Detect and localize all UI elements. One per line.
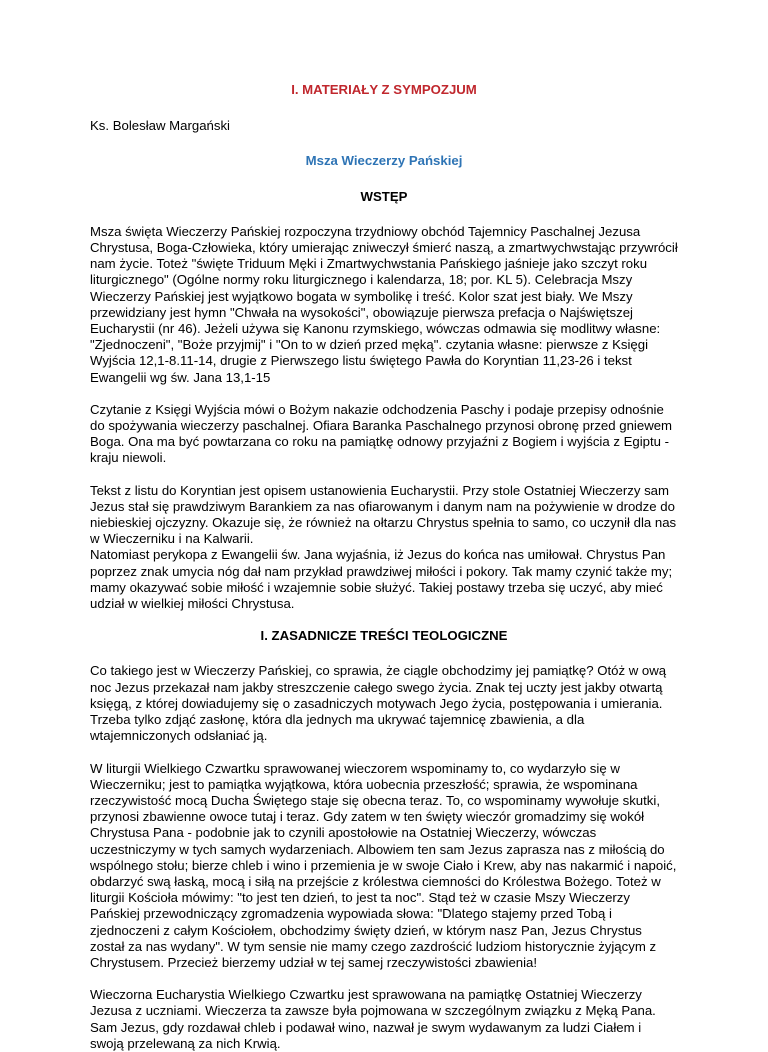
paragraph-intro-2: Czytanie z Księgi Wyjścia mówi o Bożym nakazie odchodzenia Paschy i podaje przepisy odnośnie do spożywania wieczerzy paschalnej. Ofiara Baranka Paschalnego przynosi obronę przed gniewem Boga. Ona ma być powtarzana co roku na pamiątkę odnowy przyjaźni z Bogiem i wyjścia z Egiptu - kraju niewoli. <box>90 401 673 466</box>
section-title: I. MATERIAŁY Z SYMPOZJUM <box>291 82 477 97</box>
paragraph-theology-2: W liturgii Wielkiego Czwartku sprawowanej wieczorem wspominamy to, co wydarzyło się w Wieczerniku; jest to pamiątka wyjątkowa, która uobecnia przeszłość; sprawia, że wspominana rzeczywistość mocą Ducha Świętego staje się obecna teraz. To, co wspominamy wywołuje skutki, przynosi zbawienne owoce tutaj i teraz. Gdy zatem w ten święty wieczór gromadzimy się wokół Chrystusa Pana - podobnie jak to czynili apostołowie na Ostatniej Wieczerzy, wówczas uczestniczymy w tych samych wydarzeniach. Albowiem ten sam Jezus zaprasza nas z miłością do wspólnego stołu; bierze chleb i wino i przemienia je w swoje Ciało i Krew, aby nas nakarmić i napoić, obdarzyć swą łaską, mocą i siłą na przejście z królestwa ciemności do Królestwa Bożego. Toteż w liturgii Kościoła mówimy: "to jest ten dzień, to jest ta noc". Stąd też w czasie Mszy Wieczerzy Pańskiej przewodniczący zgromadzenia wypowiada słowa: "Dlatego stajemy przed Tobą i zjednoczeni z całym Kościołem, obchodzimy święty dzień, w którym nasz Pan, Jezus Chrystus został za nas wydany". W tym sensie nie mamy czego zazdrościć ludziom historycznie żyjącym z Chrystusem. Przecież bierzemy udział w tej samej rzeczywistości zbawienia! <box>90 760 677 970</box>
paragraph-corinthians <box>90 483 678 613</box>
paragraph-corinthians-part-1: Tekst z listu do Koryntian jest opisem ustanowienia Eucharystii. Przy stole Ostatniej Wieczerzy sam Jezus stał się prawdziwym Barankiem za nas ofiarowanym i danym nam na pożywienie w drodze do niebieskiej ojczyzny. Okazuje się, że również na ołtarzu Chrystus spełnia to samo, co uczynił dla nas w Wieczerniku i na Kalwarii. <box>90 482 677 547</box>
paragraph-theology-3: Wieczorna Eucharystia Wielkiego Czwartku jest sprawowana na pamiątkę Ostatniej Wieczerzy Jezusa z uczniami. Wieczerza ta zawsze była pojmowana w szczególnym związku z Męką Pana. Sam Jezus, gdy rozdawał chleb i podawał wino, nazwał je swym wydawanym za ludzi Ciałem i swoją przelewaną za nich Krwią. <box>90 987 656 1051</box>
heading-theology: I. ZASADNICZE TREŚCI TEOLOGICZNE <box>260 628 508 644</box>
heading-intro: WSTĘP <box>360 188 408 204</box>
paragraph-intro-1: Msza święta Wieczerzy Pańskiej rozpoczyna trzydniowy obchód Tajemnicy Paschalnej Jezusa Chrystusa, Boga-Człowieka, który umierając zniweczył śmierć naszą, a zmartwychwstając przywrócił nam życie. Toteż "święte Triduum Męki i Zmartwychwstania Pańskiego jaśnieje jako szczyt roku liturgicznego" (Ogólne normy roku liturgicznego i kalendarza, 18; por. KL 5). Celebracja Mszy Wieczerzy Pańskiej jest wyjątkowo bogata w symbolikę i treść. Kolor szat jest biały. We Mszy przewidziany jest hymn "Chwała na wysokości", obowiązuje pierwsza prefacja o Najświętszej Eucharystii (nr 46). Jeżeli używa się Kanonu rzymskiego, wówczas odmawia się modlitwy własne: "Zjednoczeni", "Boże przyjmij" i "On to w dzień przed męką". czytania własne: pierwsze z Księgi Wyjścia 12,1-8.11-14, drugie z Pierwszego listu świętego Pawła do Koryntian 11,23-26 i tekst Ewangelii wg św. Jana 13,1-15 <box>90 223 678 385</box>
author-name: Ks. Bolesław Margański <box>90 118 230 134</box>
article-title: Msza Wieczerzy Pańskiej <box>305 153 463 169</box>
paragraph-theology-1: Co takiego jest w Wieczerzy Pańskiej, co sprawia, że ciągle obchodzimy jej pamiątkę? Otóż w ową noc Jezus przekazał nam jakby streszczenie całego swego życia. Znak tej uczty jest jakby otwartą księgą, z której dowiadujemy się o zasadniczych motywach Jego życia, postępowania i umierania. Trzeba tylko zdjąć zasłonę, która dla jednych ma ukrywać tajemnicę zbawienia, a dla wtajemniczonych odsłaniać ją. <box>90 663 667 744</box>
paragraph-corinthians-part-2: Natomiast perykopa z Ewangelii św. Jana wyjaśnia, iż Jezus do końca nas umiłował. Chrystus Pan poprzez znak umycia nóg dał nam przykład prawdziwej miłości i pokory. Tak mamy czynić także my; mamy okazywać sobie miłość i wzajemnie sobie służyć. Takiej postawy trzeba się uczyć, aby mieć udział w wielkiej miłości Chrystusa. <box>90 547 673 612</box>
